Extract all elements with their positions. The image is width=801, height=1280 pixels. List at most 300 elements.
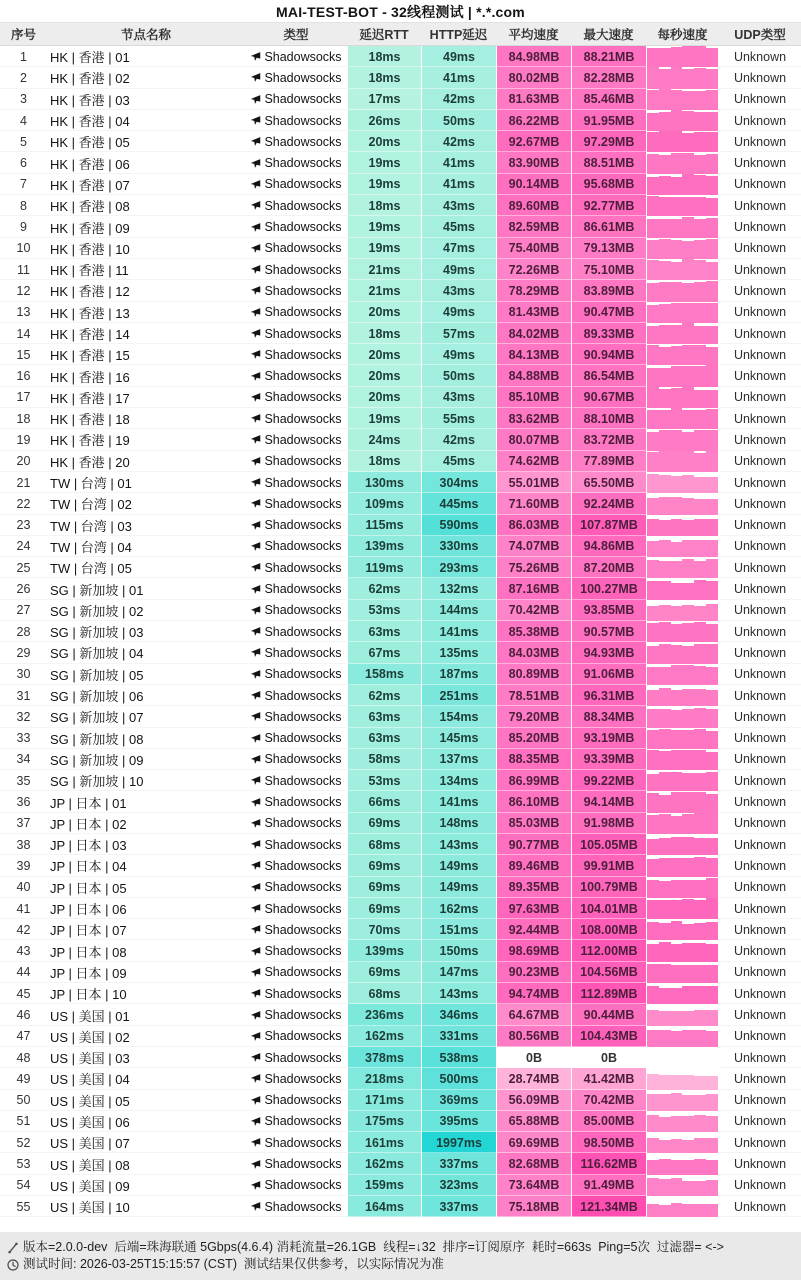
udp-type-cell: Unknown [719,238,801,259]
node-name: JP | 日本 | 02 [47,813,245,834]
latency-rtt-cell: 115ms [347,515,421,536]
spark-bar [659,751,671,770]
max-speed-cell: 79.13MB [571,238,646,259]
latency-rtt-cell: 69ms [347,813,421,834]
paper-plane-icon [250,626,261,637]
avg-speed-cell: 80.56MB [496,1026,571,1047]
node-type-label: Shadowsocks [264,177,342,192]
udp-type-cell: Unknown [719,1132,801,1153]
spark-bar [694,175,706,195]
spark-bar [694,750,706,770]
max-speed-cell: 104.56MB [571,962,646,983]
row-index: 25 [0,557,47,578]
spark-bar [694,923,706,940]
node-type [245,642,347,663]
node-name: SG | 新加坡 | 01 [47,578,245,599]
node-type-label: Shadowsocks [264,475,342,490]
spark-bar [659,605,671,621]
spark-bar [647,154,659,174]
http-latency-cell: 42ms [421,131,496,152]
column-header-max-speed: 最大速度 [571,22,646,46]
latency-rtt-cell: 20ms [347,344,421,365]
spark-bar [659,1159,671,1175]
http-latency-cell: 395ms [421,1111,496,1132]
spark-bar [694,580,706,599]
node-type [245,1153,347,1174]
avg-speed-cell: 75.18MB [496,1196,571,1217]
spark-bar [647,880,659,898]
udp-type-cell: Unknown [719,621,801,642]
node-name: HK | 香港 | 02 [47,67,245,88]
speed-sparkline [646,940,719,961]
http-latency-cell: 50ms [421,110,496,131]
spark-bar [706,1094,718,1110]
http-latency-cell: 293ms [421,557,496,578]
spark-bar [671,542,683,557]
node-type [245,621,347,642]
spark-bar [694,606,706,621]
spark-bar [682,880,694,898]
udp-type-cell: Unknown [719,1196,801,1217]
paper-plane-icon [250,1052,261,1063]
http-latency-cell: 144ms [421,600,496,621]
spark-bar [647,283,659,301]
latency-rtt-cell: 159ms [347,1175,421,1196]
node-name: TW | 台湾 | 02 [47,493,245,514]
speed-sparkline [646,131,719,152]
speed-sparkline [646,302,719,323]
latency-rtt-cell: 171ms [347,1090,421,1111]
spark-bar [706,326,718,345]
http-latency-cell: 49ms [421,259,496,280]
spark-bar [706,944,718,962]
node-type [245,493,347,514]
spark-bar [682,689,694,706]
spark-bar [659,1094,671,1110]
node-type-label: Shadowsocks [264,283,342,298]
spark-bar [706,1116,718,1132]
spark-bar [694,1010,706,1025]
node-name: JP | 日本 | 07 [47,919,245,940]
row-index: 16 [0,365,47,386]
http-latency-cell: 538ms [421,1047,496,1068]
node-type-label: Shadowsocks [264,986,342,1001]
spark-bar [671,645,683,664]
spark-bar [647,90,659,110]
spark-bar [647,900,659,919]
udp-type-cell: Unknown [719,302,801,323]
udp-type-cell: Unknown [719,493,801,514]
max-speed-cell: 86.61MB [571,216,646,237]
spark-bar [682,366,694,386]
paper-plane-icon [250,307,261,318]
http-latency-cell: 330ms [421,536,496,557]
row-index: 26 [0,578,47,599]
avg-speed-cell: 81.43MB [496,302,571,323]
spark-bar [694,366,706,386]
speed-sparkline [646,578,719,599]
spark-bar [659,69,671,89]
node-name: HK | 香港 | 11 [47,259,245,280]
spark-bar [647,541,659,557]
row-index: 6 [0,152,47,173]
spark-bar [671,366,683,386]
node-name: JP | 日本 | 09 [47,962,245,983]
node-type [245,259,347,280]
node-name: HK | 香港 | 10 [47,238,245,259]
http-latency-cell: 45ms [421,216,496,237]
latency-rtt-cell: 18ms [347,195,421,216]
udp-type-cell: Unknown [719,1175,801,1196]
node-type-label: Shadowsocks [264,454,342,469]
avg-speed-cell: 75.40MB [496,238,571,259]
latency-rtt-cell: 18ms [347,46,421,67]
node-name: SG | 新加坡 | 07 [47,706,245,727]
row-index: 46 [0,1004,47,1025]
spark-bar [682,646,694,664]
latency-rtt-cell: 17ms [347,89,421,110]
spark-bar [647,730,659,749]
node-type [245,770,347,791]
spark-bar [671,1139,683,1154]
spark-bar [706,69,718,89]
paper-plane-icon [250,285,261,296]
spark-bar [694,477,706,493]
spark-bar [706,667,718,685]
spark-bar [706,898,718,919]
spark-bar [659,48,671,68]
spark-bar [659,1140,671,1154]
spark-bar [659,644,671,664]
http-latency-cell: 141ms [421,791,496,812]
http-latency-cell: 149ms [421,855,496,876]
spark-bar [706,347,718,365]
udp-type-cell: Unknown [719,344,801,365]
udp-type-cell: Unknown [719,600,801,621]
max-speed-cell: 90.94MB [571,344,646,365]
latency-rtt-cell: 20ms [347,131,421,152]
speed-sparkline [646,323,719,344]
spark-bar [706,519,718,536]
latency-rtt-cell: 18ms [347,67,421,88]
speed-sparkline [646,195,719,216]
spark-bar [647,432,659,450]
spark-bar [659,1117,671,1132]
row-index: 12 [0,280,47,301]
spark-bar [659,389,671,408]
spark-bar [682,133,694,153]
latency-rtt-cell: 69ms [347,877,421,898]
http-latency-cell: 162ms [421,898,496,919]
node-type-label: Shadowsocks [264,1157,342,1172]
column-header-avg-speed: 平均速度 [496,22,571,46]
column-header-node-name: 节点名称 [47,22,245,46]
udp-type-cell: Unknown [719,1111,801,1132]
node-type-label: Shadowsocks [264,432,342,447]
spark-bar [706,1076,718,1090]
clock-icon [7,1259,19,1271]
spark-bar [659,540,671,557]
max-speed-cell: 85.00MB [571,1111,646,1132]
node-name: US | 美国 | 04 [47,1068,245,1089]
spark-bar [694,729,706,748]
paper-plane-icon [250,72,261,83]
row-index: 44 [0,962,47,983]
max-speed-cell: 86.54MB [571,365,646,386]
row-index: 20 [0,451,47,472]
spark-bar [706,1031,718,1047]
spark-bar [682,410,694,429]
avg-speed-cell: 65.88MB [496,1111,571,1132]
avg-speed-cell: 84.03MB [496,642,571,663]
spark-bar [694,260,706,280]
spark-bar [647,750,659,770]
spark-bar [671,880,683,898]
node-type [245,110,347,131]
spark-bar [659,1011,671,1026]
node-name: HK | 香港 | 07 [47,174,245,195]
row-index: 28 [0,621,47,642]
spark-bar [671,303,683,323]
spark-bar [671,816,683,834]
spark-bar [659,900,671,919]
spark-bar [671,965,683,983]
spark-bar [647,1204,659,1218]
latency-rtt-cell: 20ms [347,387,421,408]
node-type [245,940,347,961]
node-type [245,1175,347,1196]
avg-speed-cell: 78.29MB [496,280,571,301]
avg-speed-cell: 70.42MB [496,600,571,621]
spark-bar [694,644,706,664]
http-latency-cell: 143ms [421,983,496,1004]
column-header-index: 序号 [0,22,47,46]
spark-bar [659,709,671,728]
node-type-label: Shadowsocks [264,1029,342,1044]
node-type [245,855,347,876]
spark-bar [647,667,659,685]
spark-bar [706,112,718,131]
udp-type-cell: Unknown [719,174,801,195]
spark-bar [671,583,683,600]
row-index: 27 [0,600,47,621]
avg-speed-cell: 79.20MB [496,706,571,727]
row-index: 22 [0,493,47,514]
spark-bar [671,90,683,110]
max-speed-cell: 88.34MB [571,706,646,727]
spark-bar [671,772,683,792]
spark-bar [706,794,718,813]
paper-plane-icon [250,413,261,424]
node-name: SG | 新加坡 | 06 [47,685,245,706]
avg-speed-cell: 92.44MB [496,919,571,940]
spark-bar [694,943,706,962]
avg-speed-cell: 89.60MB [496,195,571,216]
row-index: 31 [0,685,47,706]
latency-rtt-cell: 66ms [347,791,421,812]
spark-bar [671,388,683,408]
node-type [245,813,347,834]
speed-sparkline [646,387,719,408]
spark-bar [706,752,718,770]
spark-bar [659,155,671,174]
paper-plane-icon [250,1073,261,1084]
spark-bar [694,519,706,536]
spark-bar [647,196,659,216]
spark-bar [694,622,706,642]
spark-bar [694,689,706,706]
row-index: 23 [0,515,47,536]
spark-bar [647,48,659,67]
column-header-type: 类型 [245,22,347,46]
latency-rtt-cell: 70ms [347,919,421,940]
spark-bar [682,858,694,877]
speed-sparkline [646,1068,719,1089]
spark-bar [659,858,671,877]
paper-plane-icon [250,988,261,999]
spark-bar [682,259,694,280]
row-index: 5 [0,131,47,152]
avg-speed-cell: 81.63MB [496,89,571,110]
http-latency-cell: 331ms [421,1026,496,1047]
paper-plane-icon [250,222,261,233]
node-type [245,557,347,578]
latency-rtt-cell: 19ms [347,238,421,259]
http-latency-cell: 137ms [421,749,496,770]
node-type [245,1047,347,1068]
max-speed-cell: 112.89MB [571,983,646,1004]
spark-bar [682,986,694,1005]
max-speed-cell: 94.86MB [571,536,646,557]
http-latency-cell: 41ms [421,174,496,195]
paper-plane-icon [250,158,261,169]
row-index: 2 [0,67,47,88]
node-name: SG | 新加坡 | 08 [47,728,245,749]
spark-bar [706,198,718,217]
spark-bar [706,1180,718,1196]
speed-sparkline [646,429,719,450]
row-index: 19 [0,429,47,450]
max-speed-cell: 93.85MB [571,600,646,621]
row-index: 24 [0,536,47,557]
udp-type-cell: Unknown [719,578,801,599]
node-type-label: Shadowsocks [264,305,342,320]
avg-speed-cell: 85.38MB [496,621,571,642]
spark-bar [682,345,694,365]
speed-sparkline [646,46,719,67]
spark-bar [647,67,659,88]
latency-rtt-cell: 20ms [347,302,421,323]
max-speed-cell: 90.44MB [571,1004,646,1025]
spark-bar [682,1204,694,1217]
http-latency-cell: 148ms [421,813,496,834]
speed-sparkline [646,344,719,365]
spark-bar [671,451,683,472]
max-speed-cell: 93.19MB [571,728,646,749]
spark-bar [671,1075,683,1090]
latency-rtt-cell: 130ms [347,472,421,493]
slash-icon [7,1242,19,1254]
column-header-http-delay: HTTP延迟 [421,22,496,46]
paper-plane-icon [250,733,261,744]
spark-bar [671,197,683,217]
udp-type-cell: Unknown [719,770,801,791]
row-index: 37 [0,813,47,834]
spark-bar [671,282,683,301]
spark-bar [682,520,694,536]
spark-bar [659,838,671,855]
spark-bar [694,91,706,110]
avg-speed-cell: 84.88MB [496,365,571,386]
spark-bar [706,731,718,749]
avg-speed-cell: 85.20MB [496,728,571,749]
node-name: HK | 香港 | 05 [47,131,245,152]
node-type [245,280,347,301]
speed-sparkline [646,89,719,110]
row-index: 53 [0,1153,47,1174]
latency-rtt-cell: 218ms [347,1068,421,1089]
node-type [245,1026,347,1047]
row-index: 35 [0,770,47,791]
spark-bar [671,944,683,962]
node-type [245,600,347,621]
latency-rtt-cell: 20ms [347,365,421,386]
node-type-label: Shadowsocks [264,816,342,831]
max-speed-cell: 112.00MB [571,940,646,961]
udp-type-cell: Unknown [719,216,801,237]
speed-sparkline [646,813,719,834]
speed-sparkline [646,557,719,578]
column-header-rtt: 延迟RTT [347,22,421,46]
node-type [245,728,347,749]
spark-bar [671,988,683,1004]
node-name: HK | 香港 | 14 [47,323,245,344]
udp-type-cell: Unknown [719,855,801,876]
speed-sparkline [646,1153,719,1174]
node-name: HK | 香港 | 17 [47,387,245,408]
spark-bar [647,793,659,813]
node-type [245,877,347,898]
udp-type-cell: Unknown [719,940,801,961]
node-name: SG | 新加坡 | 03 [47,621,245,642]
max-speed-cell: 98.50MB [571,1132,646,1153]
avg-speed-cell: 80.89MB [496,664,571,685]
paper-plane-icon [250,967,261,978]
spark-bar [647,922,659,940]
paper-plane-icon [250,882,261,893]
node-name: HK | 香港 | 15 [47,344,245,365]
http-latency-cell: 337ms [421,1196,496,1217]
spark-bar [647,177,659,195]
node-type [245,451,347,472]
paper-plane-icon [250,541,261,552]
speed-sparkline [646,472,719,493]
row-index: 1 [0,46,47,67]
http-latency-cell: 147ms [421,962,496,983]
node-type-label: Shadowsocks [264,603,342,618]
max-speed-cell: 93.39MB [571,749,646,770]
speed-sparkline [646,962,719,983]
avg-speed-cell: 78.51MB [496,685,571,706]
node-name: US | 美国 | 07 [47,1132,245,1153]
avg-speed-cell: 90.77MB [496,834,571,855]
spark-bar [647,623,659,642]
spark-bar [659,475,671,493]
spark-bar [706,813,718,834]
latency-rtt-cell: 109ms [347,493,421,514]
udp-type-cell: Unknown [719,813,801,834]
paper-plane-icon [250,349,261,360]
